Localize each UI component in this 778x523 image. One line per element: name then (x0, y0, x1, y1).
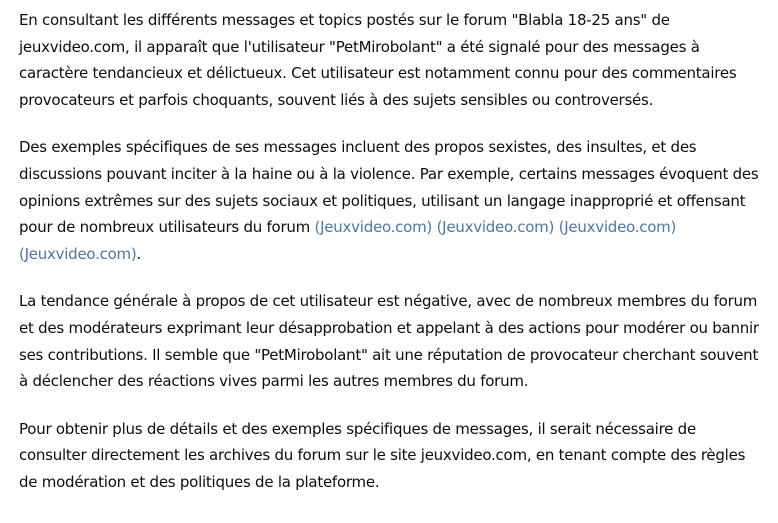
paragraph-examples (19, 134, 764, 267)
response-body (19, 7, 764, 496)
source-link-1[interactable]: (Jeuxvideo.com) (314, 218, 433, 237)
paragraph-conclusion: Pour obtenir plus de détails et des exemples spécifiques de messages, il serait nécessaire de consulter directement les archives du forum sur le site jeuxvideo.com, en tenant compte des règles de modération et des politiques de la plateforme. (19, 419, 746, 491)
paragraph-trend: La tendance générale à propos de cet utilisateur est négative, avec de nombreux membres du forum et des modérateurs exprimant leur désapprobation et appelant à des actions pour modérer ou bannir ses contributions. Il semble que "PetMirobolant" ait une réputation de provocateur cherchant souvent à déclencher des réactions vives parmi les autres membres du forum. (19, 292, 759, 391)
paragraph-examples-text: Des exemples spécifiques de ses messages incluent des propos sexistes, des insultes, et des discussions pouvant inciter à la haine ou à la violence. Par exemple, certains messages évoquent des opinions extrêmes sur des sujets sociaux et politiques, utilisant un langage inapproprié et offensant pour de nombreux utilisateurs du forum (19, 138, 759, 237)
source-link-3[interactable]: (Jeuxvideo.com) (558, 218, 677, 237)
source-link-4[interactable]: (Jeuxvideo.com) (19, 244, 137, 263)
paragraph-examples-end: . (136, 244, 142, 263)
source-link-2[interactable]: (Jeuxvideo.com) (436, 218, 555, 237)
paragraph-intro: En consultant les différents messages et topics postés sur le forum "Blabla 18-25 ans" de jeuxvideo.com, il apparaît que l'utilisateur "PetMirobolant" a été signalé pour des messages à caractère tendancieux et délictueux. Cet utilisateur est notamment connu pour des commentaires provocateurs et parfois choquants, souvent liés à des sujets sensibles ou controversés. (19, 11, 737, 109)
